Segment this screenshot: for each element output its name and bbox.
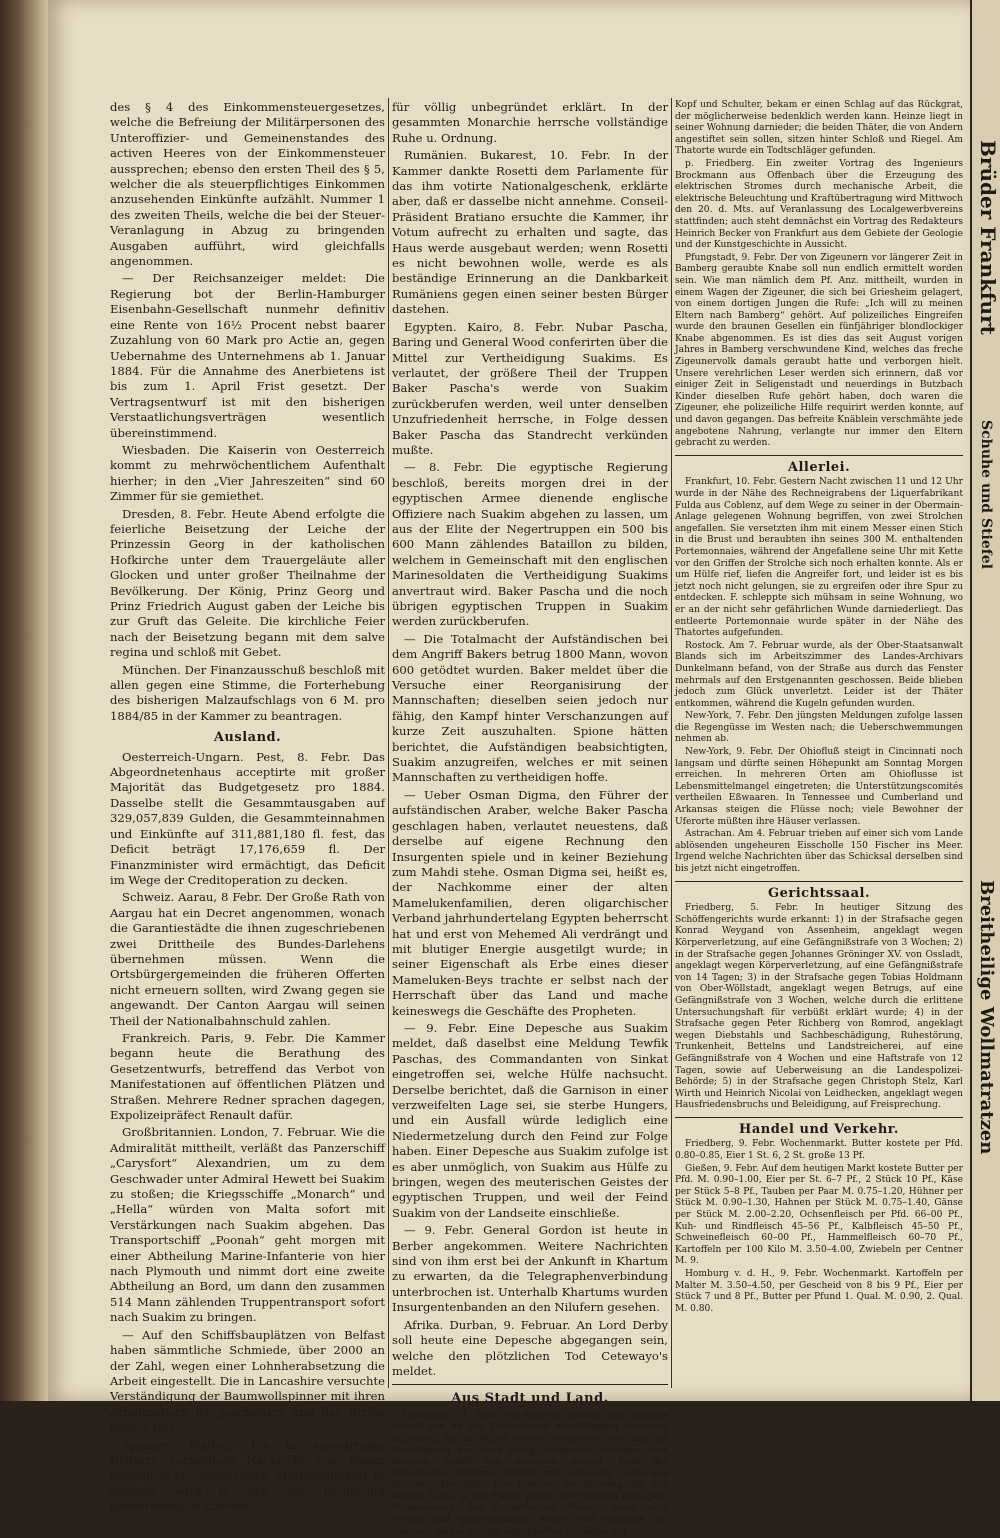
column-left	[110, 100, 385, 1514]
article-paragraph: Friedberg, 5. Febr. In heutiger Sitzung des Schöffengerichts wurde erkannt: 1) in der Strafsache gegen Konrad Weygand von Assenheim, angeklagt wegen Körperverletzung, auf eine Gefängnißstrafe von 3 Wochen; 2) in der Strafsache gegen Johannes Gröninger XV. von Ossladt, angeklagt wegen Körperverletzung, auf eine Gefängnißstrafe von 14 Tagen; 3) in der Strafsache gegen Tobias Holdmann von Ober-Wöllstadt, angeklagt wegen Betrugs, auf eine Gefängnißstrafe von 3 Wochen, welche durch die erlittene Untersuchungshaft für verbüßt erklärt wurde; 4) in der Strafsache gegen Peter Richberg von Romrod, angeklagt wegen Diebstahls und Sachbeschädigung, Ruhestörung, Trunkenheit, Bettelns und Landstreicherei, auf eine Gefängnißstrafe von 4 Wochen und eine Haftstrafe von 12 Tagen, sowie auf Ueberweisung an die Landespolizei-Behörde; 5) in der Strafsache gegen Christoph Stelz, Karl Wirth und Heinrich Nicolai von Leidhecken, angeklagt wegen Hausfriedensbruchs und Beleidigung, auf Freisprechung.	[675, 903, 963, 1111]
article-paragraph: Homburg v. d. H., 9. Febr. Wochenmarkt. Kartoffeln per Malter M. 3.50–4.50, per Gescheid von 8 bis 9 Pf., Eier per Stück 7 und 8 Pf., Butter per Pfund 1. Qual. M. 0.90, 2. Qual. M. 0.80.	[675, 1269, 963, 1314]
article-paragraph: — 8. Febr. Die egyptische Regierung beschloß, bereits morgen drei in der egyptischen Armee dienende englische Offiziere nach Suakim abgehen zu lassen, um aus der Elite der Negertruppen ein 500 bis 600 Mann zählendes Bataillon zu bilden, welchem in Gemeinschaft mit den englischen Marinesoldaten die Vertheidigung Suakims anvertraut wird. Baker Pascha und die noch übrigen egyptischen Truppen in Suakim werden zurückberufen.	[392, 460, 668, 629]
article-paragraph: New-York, 7. Febr. Den jüngsten Meldungen zufolge lassen die Regengüsse im Westen nach; die Ueberschwemmungen nehmen ab.	[675, 711, 963, 745]
article-paragraph: des § 4 des Einkommensteuergesetzes, welche die Befreiung der Militärpersonen des Unteroffizier- und Gemeinenstandes des activen Heeres von der Einkommensteuer aussprechen; ebenso den ersten Theil des § 5, welcher die als steuerpflichtiges Einkommen anzusehenden Einkünfte aufzählt. Nummer 1 des zweiten Theils, welche die bei der Steuer-Veranlagung in Abzug zu bringenden Ausgaben aufführt, wird gleichfalls angenommen.	[110, 100, 385, 269]
article-paragraph: Großbritannien. London, 7. Februar. Wie die Admiralität mittheilt, verläßt das Panzerschiff „Carysfort“ Alexandrien, um zu dem Geschwader unter Admiral Hewett bei Suakim zu stoßen; die Kriegsschiffe „Monarch“ und „Hella“ würden von Malta sofort mit Verstärkungen nach Suakim abgehen. Das Transportschiff „Poonah“ geht morgen mit einer Abtheilung Marine-Infanterie von hier nach Plymouth und nimmt dort eine zweite Abtheilung an Bord, um dann den zusammen 514 Mann zählenden Truppentransport sofort nach Suakim zu bringen.	[110, 1125, 385, 1325]
article-paragraph: Gießen, 9. Febr. Auf dem heutigen Markt kostete Butter per Pfd. M. 0.90–1.00, Eier per St. 6–7 Pf., 2 Stück 10 Pf., Käse per Stück 5–8 Pf., Tauben per Paar M. 0.75–1.20, Hühner per Stück M. 0.90–1.30, Hahnen per Stück M. 0.75–1.40, Gänse per Stück M. 2.00–2.20, Ochsenfleisch per Pfd. 66–00 Pf., Kuh- und Rindfleisch 45–56 Pf., Kalbfleisch 45–50 Pf., Schweinefleisch 60–00 Pf., Hammelfleisch 60–70 Pf., Kartoffeln per 100 Kilo M. 3.50–4.00, Zwiebeln per Centner M. 9.	[675, 1163, 963, 1267]
article-paragraph: — Der Reichsanzeiger meldet: Die Regierung bot der Berlin-Hamburger Eisenbahn-Gesellschaft nunmehr definitiv eine Rente von 16½ Procent nebst baarer Zuzahlung von 60 Mark pro Actie an, gegen Uebernahme des Unternehmens ab 1. Januar 1884. Für die Annahme des Anerbietens ist bis zum 1. April Frist gesetzt. Der Vertragsentwurf ist mit den bisherigen Verstaatlichungsverträgen wesentlich übereinstimmend.	[110, 271, 385, 440]
article-paragraph: Egypten. Kairo, 8. Febr. Nubar Pascha, Baring und General Wood conferirten über die Mittel zur Vertheidigung Suakims. Es verlautet, der größere Theil der Truppen Baker Pascha's werde von Suakim zurückberufen werden, weil unter denselben Unzufriedenheit herrsche, in Folge dessen Baker Pascha das Standrecht verkünden mußte.	[392, 319, 668, 457]
column-right	[675, 100, 963, 1390]
article-paragraph: — 9. Febr. General Gordon ist heute in Berber angekommen. Weitere Nachrichten sind von ihm erst bei der Ankunft in Khartum zu erwarten, da die Telegraphenverbindung unterbrochen ist. Unterhalb Khartums wurden Insurgentenbanden an den Nilufern gesehen.	[392, 1223, 668, 1315]
article-paragraph: — Die Totalmacht der Aufständischen bei dem Angriff Bakers betrug 1800 Mann, wovon 600 getödtet wurden. Baker meldet über die Versuche einer Reorganisirung der Mannschaften; dieselben seien jedoch nur fähig, den Kampf hinter Verschanzungen auf kurze Zeit auszuhalten. Spione hätten berichtet, die Aufständigen beabsichtigten, Suakim anzugreifen, welches er mit seinen Mannschaften zu vertheidigen hoffe.	[392, 631, 668, 785]
article-paragraph: Friedberg, 9. Febr. Wochenmarkt. Butter kostete per Pfd. 0.80–0.85, Eier 1 St. 6, 2 St. große 13 Pf.	[675, 1139, 963, 1162]
article-paragraph: Wiesbaden. Die Kaiserin von Oesterreich kommt zu mehrwöchentlichem Aufenthalt hierher; in den „Vier Jahreszeiten“ sind 60 Zimmer für sie gemiethet.	[110, 442, 385, 504]
article-paragraph: Schweiz. Aarau, 8 Febr. Der Große Rath von Aargau hat ein Decret angenommen, wonach die Garantiestädte die ihnen zugeschriebenen zwei Drittheile des Bundes-Darlehens übernehmen müssen. Wenn die Ortsbürgergemeinden die früheren Offerten nicht erneuern sollten, wird Zwang gegen sie angewandt. Der Canton Aargau will seinen Theil der Nationalbahnschuld zahlen.	[110, 890, 385, 1028]
article-paragraph: Frankfurt, 10. Febr. Gestern Nacht zwischen 11 und 12 Uhr wurde in der Nähe des Rechneigrabens der Liquerfabrikant Fulda aus Coblenz, auf dem Wege zu seiner in der Obermain-Anlage gelegenen Wohnung begriffen, von zwei Strolchen angefallen. Sie versetzten ihm mit einem Messer einen Stich in die Brust und beraubten ihn seines 300 M. enthaltenden Portemonnaies, während der Angefallene seine Uhr mit Kette vor den Griffen der Strolche sich noch erhalten konnte. Als er um Hülfe rief, liefen die Angreifer fort, und leider ist es bis jetzt noch nicht gelungen, sie zu ergreifen oder ihre Spur zu entdecken. F. schleppte sich mühsam in seine Wohnung, wo er an der nicht sehr gefährlichen Wunde darniederliegt. Das entleerte Portemonnaie wurde später in der Nähe des Thatortes aufgefunden.	[675, 477, 963, 639]
article-paragraph: Kopf und Schulter, bekam er einen Schlag auf das Rückgrat, der möglicherweise bedenklich werden kann. Heinze liegt in seiner Wohnung darnieder; die beiden Thäter, die von Andern angestiftet sein sollen, sitzen hinter Schloß und Riegel. Am Thatorte wurde ein Todtschläger gefunden.	[675, 100, 963, 157]
section-heading: Gerichtssaal.	[768, 885, 870, 901]
article-paragraph: München. Der Finanzausschuß beschloß mit allen gegen eine Stimme, die Forterhebung des bisherigen Malzaufschlags von 6 M. pro 1884/85 in der Kammer zu beantragen.	[110, 662, 385, 723]
column-middle	[392, 100, 668, 1537]
article-paragraph: Dresden, 8. Febr. Heute Abend erfolgte die feierliche Beisetzung der Leiche der Prinzessin Georg in der katholischen Hofkirche unter dem Trauergeläute aller Glocken und unter großer Theilnahme der Bevölkerung. Der König, Prinz Georg und Prinz Friedrich August gaben der Leiche bis zur Gruft das Geleite. Die kirchliche Feier nach der Beisetzung begann mit dem salve regina und schloß mit Gebet.	[110, 506, 385, 660]
section-rule	[675, 1117, 963, 1118]
section-heading: Allerlei.	[787, 459, 851, 475]
section-heading: Handel und Verkehr.	[739, 1121, 899, 1137]
article-paragraph: Rostock. Am 7. Februar wurde, als der Ober-Staatsanwalt Blands sich im Arbeitszimmer des Landes-Archivars Dunkelmann befand, von der Straße aus durch das Fenster mehrmals auf den Erstgenannten geschossen. Beide blieben jedoch zum Glück unverletzt. Leider ist der Thäter entkommen, während die Kugeln gefunden wurden.	[675, 640, 963, 709]
margin-advert-text: Schuhe und Stiefel	[978, 420, 994, 570]
adjacent-page-edge	[970, 0, 1000, 1401]
article-paragraph: Astrachan. Am 4. Februar trieben auf einer sich vom Lande ablösenden ungeheuren Eisscholle 150 Fischer ins Meer. Irgend welche Nachrichten über das Schicksal derselben sind bis jetzt nicht eingetroffen.	[675, 829, 963, 874]
article-paragraph: Oesterreich-Ungarn. Pest, 8. Febr. Das Abgeordnetenhaus acceptirte mit großer Majorität das Budgetgesetz pro 1884. Dasselbe stellt die Gesammtausgaben auf 329,057,839 Gulden, die Gesammteinnahmen und Einkünfte auf 311,881,180 fl. fest, das Deficit beträgt 17,176,659 fl. Der Finanzminister wird ermächtigt, das Deficit im Wege der Creditoperation zu decken.	[110, 749, 385, 887]
article-paragraph: — 9. Febr. Eine Depesche aus Suakim meldet, daß daselbst eine Meldung Tewfik Paschas, des Commandanten von Sinkat eingetroffen sei, welche Hülfe nachsucht. Derselbe berichtet, daß die Garnison in einer verzweifelten Lage sei, sie sterbe Hungers, und ein Ausfall würde lediglich eine Niedermetzelung durch den Feind zur Folge haben. Einer Depesche aus Suakim zufolge ist es aber unmöglich, von Suakim aus Hülfe zu bringen, wegen des meuterischen Geistes der egyptischen Truppen, und weil der Feind Suakim von der Landseite einschließe.	[392, 1020, 668, 1220]
article-paragraph: New-York, 9. Febr. Der Ohiofluß steigt in Cincinnati noch langsam und dürfte seinen Höhepunkt am Sonntag Morgen erreichen. In mehreren Orten am Ohioflusse ist Lebensmittelmangel eingetreten; die Unterstützungscomités vertheilen Eßwaaren. In Tennessee und Cumberland und Arkansas steigen die Flüsse noch; viele Bewohner der Uferorte müßten ihre Häuser verlassen.	[675, 747, 963, 827]
article-paragraph: Friedberg, 11. Febr. Am Samstag wurden eine größere Anzahl von an der Zuckerfabrik beschäftigten Arbeitern entlassen, da die Rüben soweit verarbeitet sind und zur Bewältigung der noch übrig bleibenden Arbeiten eine kleinere Anzahl von Arbeitern genügt. Zwei der Entlassenen, Namens Bäcker und Schneider, beide aus Sachsen, überfielen nun gestern, am Sonntag, als nur wenige Leute in der Fabrik waren, anscheinend ohne jede Veranlassung, den Zuckerkocher Heinze, einen sehr braven und gewissenhaften Mann, und schlugen ihn halbtodt. Außer einigen abgeprallten Schlägen auf	[392, 1410, 668, 1537]
section-heading: Ausland.	[213, 730, 282, 746]
margin-advert-text: Brüder Frankfurt	[976, 140, 1000, 335]
article-paragraph: p. Friedberg. Ein zweiter Vortrag des Ingenieurs Brockmann aus Offenbach über die Erzeugung des elektrischen Stromes durch mechanische Arbeit, die elektrische Beleuchtung und Kraftübertragung wird Mittwoch den 20. d. Mts. auf Veranlassung des Localgewerbvereins stattfinden; auch steht demnächst ein Vortrag des Redakteurs Heinrich Becker von Frankfurt aus dem Gebiete der Geologie und der Kunstgeschichte in Aussicht.	[675, 158, 963, 251]
column-divider	[388, 98, 389, 1388]
article-paragraph: — Ueber Osman Digma, den Führer der aufständischen Araber, welche Baker Pascha geschlagen haben, verlautet neuestens, daß derselbe auf eigene Rechnung den Insurgenten spiele und in keiner Beziehung zum Mahdi stehe. Osman Digma sei, heißt es, der Nachkomme einer der alten Mamelukenfamilien, deren oligarchischer Verband jahrhundertelang Egypten beherrscht hat und erst von Mehemed Ali verdrängt und mit blutiger Energie ausgetilgt wurde; in seiner Eigenschaft als Erbe eines dieser Mameluken-Beys trachte er selbst nach der Herrschaft über das Land und mache keineswegs die Geschäfte des Propheten.	[392, 787, 668, 1018]
article-paragraph: Frankreich. Paris, 9. Febr. Die Kammer begann heute die Berathung des Gesetzentwurfs, betreffend das Verbot von Manifestationen auf öffentlichen Plätzen und Straßen. Mehrere Redner sprachen dagegen, Expolizeipräfect Renault dafür.	[110, 1030, 385, 1122]
article-paragraph: Spanien. Madrid. Die in auswärtigen Blättern verbreitete Nachricht von einem angeblich bevorstehenden Militäraufstand in Spanien wird in den der Regierung nahestehenden Kreisen	[110, 1437, 385, 1514]
article-paragraph: — Auf den Schiffsbauplätzen von Belfast haben sämmtliche Schmiede, über 2000 an der Zahl, wegen einer Lohnherabsetzung die Arbeit eingestellt. Die in Lancashire versuchte Verständigung der Baumwollspinner mit ihren Arbeitgebern ist gescheitert und der Strike dauert fort.	[110, 1327, 385, 1435]
section-heading: Aus Stadt und Land.	[451, 1391, 609, 1407]
section-rule	[675, 455, 963, 456]
column-divider	[671, 98, 672, 1388]
article-paragraph: Afrika. Durban, 9. Februar. An Lord Derby soll heute eine Depesche abgegangen sein, welche den plötzlichen Tod Cetewayo's meldet.	[392, 1317, 668, 1378]
article-paragraph: Rumänien. Bukarest, 10. Febr. In der Kammer dankte Rosetti dem Parlamente für das ihm votirte Nationalgeschenk, erklärte aber, daß er dasselbe nicht annehme. Conseil-Präsident Bratiano ersuchte die Kammer, ihr Votum aufrecht zu erhalten und sagte, das Haus werde ausgebaut werden; wenn Rosetti es nicht bewohnen wolle, werde es als beständige Erinnerung an die Dankbarkeit Rumäniens gegen einen seiner besten Bürger dastehen.	[392, 148, 668, 317]
article-paragraph: für völlig unbegründet erklärt. In der gesammten Monarchie herrsche vollständige Ruhe u. Ordnung.	[392, 100, 668, 145]
margin-advert-text: Breitheilige Wollmatratzen	[976, 880, 997, 1155]
section-rule	[392, 1384, 668, 1385]
section-rule	[675, 881, 963, 882]
article-paragraph: Pfungstadt, 9. Febr. Der von Zigeunern vor längerer Zeit in Bamberg geraubte Knabe soll nun endlich ermittelt worden sein. Wie man nämlich dem Pf. Anz. mittheilt, wurden in einem Wagen der Zigeuner, die sich bei Griesheim gelagert, von einem dortigen Jungen die Rufe: „Ich will zu meinen Eltern nach Bamberg“ gehört. Auf polizeiliches Eingreifen wurde den braunen Gesellen ein fünfjähriger blondlockiger Knabe abgenommen. Es ist dies das seit August vorigen Jahres in Bamberg verschwundene Kind, welches das freche Zigeunervolk damals geraubt hatte und verborgen hielt. Unsere verehrlichen Leser werden sich erinnern, daß vor einiger Zeit in Seligenstadt und neuerdings in Butzbach Kinder dieselben Rufe gehört haben, doch waren die Zigeuner, ehe polizeiliche Hilfe requirirt werden konnte, auf und davon gegangen. Das befreite Knäblein verschmähte jede angebotene Nahrung, verlangte nur immer den Eltern gebracht zu werden.	[675, 252, 963, 449]
book-binding	[0, 0, 48, 1401]
